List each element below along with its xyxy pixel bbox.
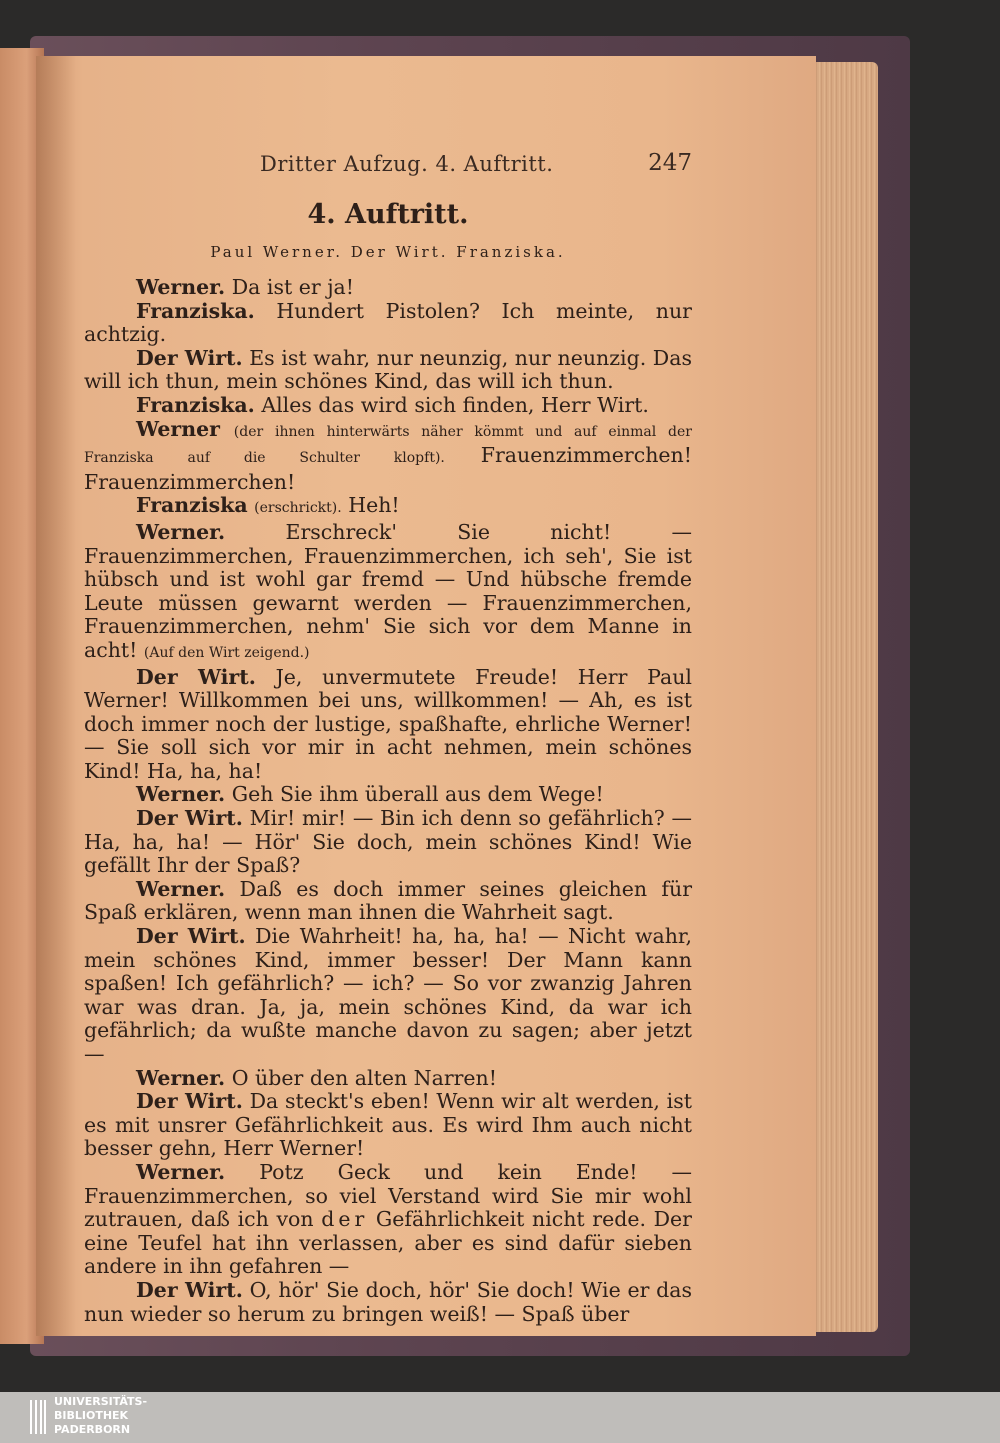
dialogue-text: Je, unvermutete Freude! Herr Paul Werner! Willkommen bei uns, willkommen! — Ah, es ist doch immer noch der lustige, spaßhafte, ehrliche Werner! — Sie soll sich vor mir in acht nehmen, mein schönes Kind! Ha, ha, ha! (84, 664, 692, 783)
dialogue-text: O über den alten Narren! (231, 1065, 498, 1090)
speaker-name: Werner. (136, 1065, 226, 1090)
dialogue-text: Frauenzimmerchen! Frauenzimmerchen! (84, 443, 692, 494)
library-name (54, 1395, 147, 1437)
speaker-name: Werner. (136, 876, 226, 901)
speaker-name: Der Wirt. (136, 924, 246, 949)
speaker-name: Werner. (136, 519, 226, 544)
speaker-name: Werner. (136, 1159, 226, 1184)
dialogue-text: Gefährlichkeit nicht rede. Der eine Teufel hat ihn verlassen, aber es sind dafür sieben andere in ihn gefahren — (84, 1207, 692, 1279)
page-number: 247 (648, 150, 692, 176)
dialogue-text: Mir! mir! — Bin ich denn so gefährlich? — Ha, ha, ha! — Hör' Sie doch, mein schönes Kind! Wie gefällt Ihr der Spaß? (84, 806, 692, 878)
speaker-name: Werner. (136, 782, 226, 807)
running-head (80, 148, 692, 184)
speaker-name: Der Wirt. (136, 345, 243, 370)
dialogue-paragraph (84, 521, 692, 666)
dialogue-text: Heh! (348, 493, 400, 518)
dialogue-paragraph (84, 807, 692, 878)
running-head-title: Dritter Aufzug. 4. Auftritt. (260, 152, 554, 176)
library-name-line: UNIVERSITÄTS- (54, 1395, 148, 1408)
dialogue-paragraph (84, 347, 692, 394)
dialogue-paragraph (84, 1067, 692, 1091)
speaker-name: Werner. (136, 275, 226, 299)
dialogue-text: Daß es doch immer seines gleichen für Spaß erklären, wenn man ihnen die Wahrheit sagt. (84, 876, 692, 925)
speaker-name: Franziska. (136, 298, 255, 323)
dialogue-text: Da ist er ja! (231, 275, 355, 299)
text-block (84, 200, 692, 1326)
dialogue-paragraph (84, 300, 692, 347)
dialogue-text: Da steckt's eben! Wenn wir alt werden, ist es mit unsrer Gefährlichkeit aus. Es wird Ihm auch nicht besser gehn, Herr Werner! (84, 1089, 692, 1161)
speaker-name: Franziska (136, 493, 248, 518)
dialogue-text: Potz Geck und kein Ende! — Frauenzimmerchen, so viel Verstand wird Sie mir wohl zutrauen, daß ich von (84, 1159, 692, 1232)
dialogue-paragraph (84, 494, 692, 521)
speaker-name: Der Wirt. (136, 1089, 243, 1114)
cast-list: Paul Werner. Der Wirt. Franziska. (210, 243, 566, 261)
library-logo-icon (30, 1400, 46, 1434)
stage-direction: (erschrickt). (254, 500, 342, 517)
dialogue-paragraph (84, 1161, 692, 1279)
dialogue-paragraph (84, 418, 692, 495)
dialogue-paragraph (84, 276, 692, 300)
dialogue-paragraph (84, 666, 692, 784)
dialogue-text: O, hör' Sie doch, hör' Sie doch! Wie er das nun wieder so herum zu bringen weiß! — Spaß über (84, 1277, 692, 1326)
dialogue-paragraph (84, 878, 692, 925)
dialogue-text: Die Wahrheit! ha, ha, ha! — Nicht wahr, mein schönes Kind, immer besser! Der Mann kann spaßen! Ich gefährlich? — ich? — So vor zwanzig Jahren war was dran. Ja, ja, mein schönes Kind, da war ich gefährlich; da wußte manche davon zu sagen; aber jetzt — (84, 924, 692, 1066)
stage-direction: (der ihnen hinterwärts näher kömmt und auf einmal der Franziska auf die Schulter klopft). (84, 423, 692, 467)
speaker-name: Der Wirt. (136, 1277, 243, 1302)
speaker-name: Der Wirt. (136, 664, 256, 689)
speaker-name: Der Wirt. (136, 806, 243, 831)
dialogue-paragraph (84, 925, 692, 1067)
page-stack-edge (808, 62, 878, 1332)
dialogue-paragraph (84, 1279, 692, 1326)
stage-direction: (Auf den Wirt zeigend.) (143, 644, 310, 661)
dialogue-text: Alles das wird sich finden, Herr Wirt. (261, 392, 649, 417)
gutter-shadow (36, 56, 76, 1336)
speaker-name: Werner (136, 416, 220, 441)
dialogue-text: Hundert Pistolen? Ich meinte, nur achtzig. (84, 298, 692, 347)
dialogue-text: Es ist wahr, nur neunzig, nur neunzig. Das will ich thun, mein schönes Kind, das will ich thun. (84, 345, 692, 394)
dialogue-text: Erschreck' Sie nicht! — Frauenzimmerchen, Frauenzimmerchen, ich seh', Sie ist hübsch und ist wohl gar fremd — Und hübsche fremde Leute müssen gewarnt werden — Frauenzimmerchen, Frauenzimmerchen, nehm' Sie sich vor dem Manne in acht! (84, 519, 692, 662)
library-name-line: PADERBORN (54, 1423, 131, 1436)
dialogue-paragraph (84, 783, 692, 807)
dialogue-text: Geh Sie ihm überall aus dem Wege! (231, 782, 604, 807)
dialogue-paragraph (84, 394, 692, 418)
emphasized-word: der (321, 1207, 369, 1232)
speaker-name: Franziska. (136, 392, 255, 417)
library-name-line: BIBLIOTHEK (54, 1409, 129, 1422)
dialogue-paragraph (84, 1090, 692, 1161)
scene-title: 4. Auftritt. (307, 199, 469, 230)
library-footer (0, 1392, 1000, 1443)
